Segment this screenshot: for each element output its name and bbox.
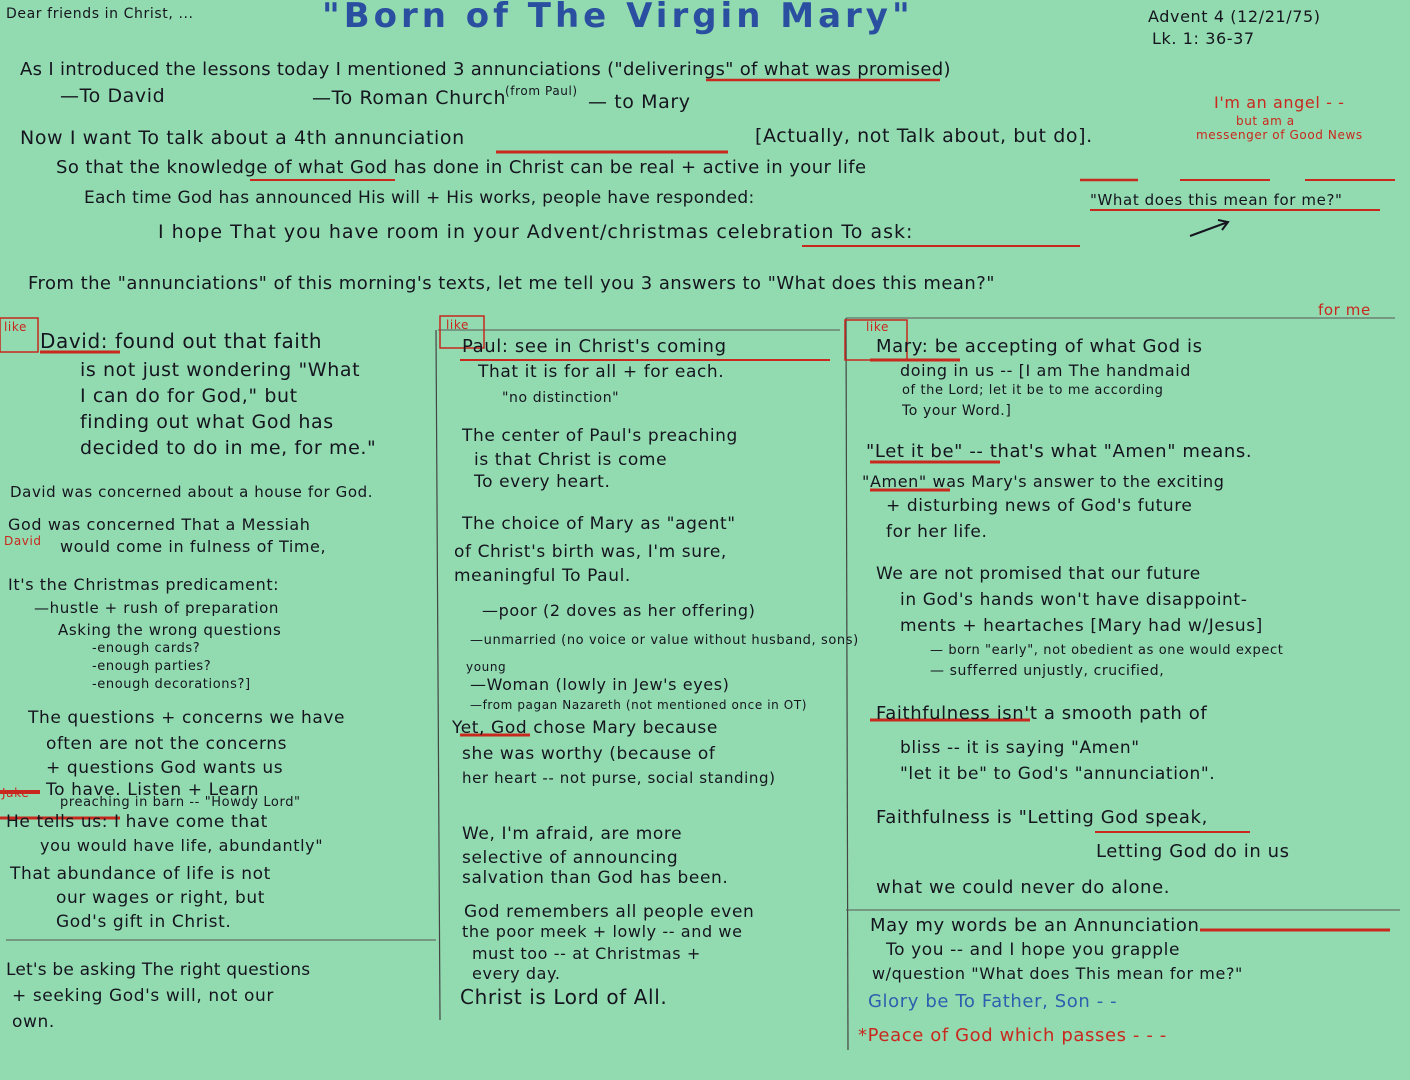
column-divider-left: [436, 330, 440, 1020]
col1-line: It's the Christmas predicament:: [8, 575, 280, 594]
col1-line: + seeking God's will, not our: [12, 986, 274, 1006]
col3-line: Faithfulness isn't a smooth path of: [876, 703, 1208, 724]
col1-line: finding out what God has: [80, 411, 334, 433]
col1-line: That abundance of life is not: [10, 864, 271, 884]
col3-line: To you -- and I hope you grapple: [886, 940, 1181, 960]
col1-line: + questions God wants us: [46, 758, 284, 778]
col1-line: often are not the concerns: [46, 734, 288, 754]
col3-line: "Let it be" -- that's what "Amen" means.: [866, 441, 1253, 462]
col2-line: The choice of Mary as "agent": [462, 514, 736, 534]
col1-line: I can do for God," but: [80, 385, 298, 407]
closing-doxology: Glory be To Father, Son - -: [868, 991, 1118, 1012]
col2-line: We, I'm afraid, are more: [462, 824, 683, 844]
col1-line: decided to do in me, for me.": [80, 437, 377, 459]
col1-line: preaching in barn -- "Howdy Lord": [60, 795, 301, 810]
intro-from-paul-note: (from Paul): [505, 84, 578, 98]
col2-line: salvation than God has been.: [462, 868, 729, 888]
col2-line: —from pagan Nazareth (not mentioned once in OT): [470, 698, 808, 712]
col3-line: what we could never do alone.: [876, 877, 1171, 898]
arrow-icon: [1190, 220, 1228, 236]
answers-for-me: for me: [1318, 301, 1371, 319]
col2-line: must too -- at Christmas +: [472, 944, 701, 963]
col3-line: To your Word.]: [902, 403, 1012, 419]
col3-line: — sufferred unjustly, crucified,: [930, 663, 1165, 679]
col2-line: The center of Paul's preaching: [462, 426, 738, 446]
col2-line: Christ is Lord of All.: [460, 985, 668, 1009]
col1-line: Asking the wrong questions: [58, 621, 282, 639]
intro-to-mary: — to Mary: [588, 91, 691, 113]
col1-line: you would have life, abundantly": [40, 836, 324, 855]
col2-line: the poor meek + lowly -- and we: [462, 922, 743, 941]
col1-margin-jake: Jake: [2, 786, 30, 800]
intro-to-david: —To David: [60, 85, 166, 107]
col1-line: -enough decorations?]: [92, 677, 251, 692]
col1-line: David: found out that faith: [40, 329, 323, 353]
col1-line: -enough cards?: [92, 641, 201, 656]
intro-knowledge-line: So that the knowledge of what God has done in Christ can be real + active in your life: [56, 157, 867, 178]
col3-line: Faithfulness is "Letting God speak,: [876, 807, 1208, 828]
col3-line: We are not promised that our future: [876, 564, 1201, 584]
intro-line-1: As I introduced the lessons today I mentioned 3 annunciations ("deliverings" of what was promised): [20, 59, 951, 80]
col3-like: like: [866, 320, 889, 334]
sermon-title: "Born of The Virgin Mary": [322, 0, 914, 36]
col2-line: —poor (2 doves as her offering): [482, 601, 756, 620]
col1-line: The questions + concerns we have: [28, 708, 346, 728]
col1-line: our wages or right, but: [56, 888, 265, 908]
col3-line: for her life.: [886, 522, 988, 542]
col3-line: of the Lord; let it be to me according: [902, 383, 1164, 398]
col2-line: she was worthy (because of: [462, 744, 716, 764]
intro-to-roman-church: —To Roman Church: [312, 87, 507, 109]
col1-line: —hustle + rush of preparation: [34, 599, 279, 617]
col2-line: God remembers all people even: [464, 902, 755, 922]
margin-note-but-am: but am a: [1236, 114, 1295, 128]
col2-line: —unmarried (no voice or value without husband, sons): [470, 633, 859, 648]
col2-line: Paul: see in Christ's coming: [462, 336, 727, 357]
col3-line: "let it be" to God's "annunciation".: [900, 764, 1216, 784]
col2-like: like: [446, 318, 469, 332]
col3-line: — born "early", not obedient as one would expect: [930, 643, 1284, 658]
col3-line: Mary: be accepting of what God is: [876, 336, 1203, 357]
margin-note-messenger: messenger of Good News: [1196, 128, 1363, 142]
closing-benediction: *Peace of God which passes - - -: [858, 1025, 1167, 1046]
salutation: Dear friends in Christ, ...: [6, 6, 194, 22]
answers-heading: From the "annunciations" of this morning's texts, let me tell you 3 answers to "What does this mean?": [28, 273, 995, 294]
col2-line: every day.: [472, 964, 561, 983]
col1-line: own.: [12, 1012, 55, 1032]
col2-line: —Woman (lowly in Jew's eyes): [470, 675, 730, 694]
col3-line: doing in us -- [I am The handmaid: [900, 361, 1192, 380]
col1-line: is not just wondering "What: [80, 359, 361, 381]
column-divider-right: [846, 318, 848, 1050]
col1-line: To have. Listen + Learn: [46, 780, 260, 800]
col1-margin-david: David: [4, 534, 42, 548]
col1-line: David was concerned about a house for God.: [10, 483, 374, 501]
col2-line: "no distinction": [502, 390, 620, 406]
col3-line: May my words be an Annunciation: [870, 915, 1200, 936]
col3-line: "Amen" was Mary's answer to the exciting: [862, 472, 1225, 491]
col3-line: w/question "What does This mean for me?": [872, 964, 1243, 983]
intro-4th-annunciation: Now I want To talk about a 4th annunciation: [20, 127, 465, 149]
margin-note-angel: I'm an angel - -: [1214, 93, 1345, 112]
col2-line: her heart -- not purse, social standing): [462, 769, 776, 787]
col1-line: He tells us: I have come that: [6, 812, 268, 832]
scripture-ref: Lk. 1: 36-37: [1152, 29, 1255, 48]
col3-line: + disturbing news of God's future: [886, 496, 1193, 516]
col3-line: in God's hands won't have disappoint-: [900, 590, 1248, 610]
col2-line: of Christ's birth was, I'm sure,: [454, 542, 727, 562]
col2-line: meaningful To Paul.: [454, 566, 631, 586]
col3-line: Letting God do in us: [1096, 841, 1290, 862]
col1-line: -enough parties?: [92, 659, 212, 674]
col2-line: young: [466, 660, 507, 674]
col1-line: God's gift in Christ.: [56, 912, 232, 932]
col2-line: Yet, God chose Mary because: [452, 718, 718, 738]
occasion-date: Advent 4 (12/21/75): [1148, 7, 1321, 26]
col2-line: is that Christ is come: [474, 450, 668, 470]
intro-each-time: Each time God has announced His will + His works, people have responded:: [84, 188, 755, 208]
col2-line: That it is for all + for each.: [478, 362, 725, 382]
intro-what-does-this-mean: "What does this mean for me?": [1090, 191, 1343, 209]
col1-like: like: [4, 320, 27, 334]
col2-line: To every heart.: [474, 472, 611, 492]
col1-line: God was concerned That a Messiah: [8, 515, 311, 534]
col2-line: selective of announcing: [462, 848, 679, 868]
intro-room-to-ask: I hope That you have room in your Advent/christmas celebration To ask:: [158, 221, 914, 243]
col1-line: would come in fulness of Time,: [60, 537, 327, 556]
col3-line: bliss -- it is saying "Amen": [900, 738, 1140, 758]
intro-actually-do: [Actually, not Talk about, but do].: [755, 125, 1093, 147]
col1-line: Let's be asking The right questions: [6, 960, 311, 980]
col3-line: ments + heartaches [Mary had w/Jesus]: [900, 616, 1263, 636]
